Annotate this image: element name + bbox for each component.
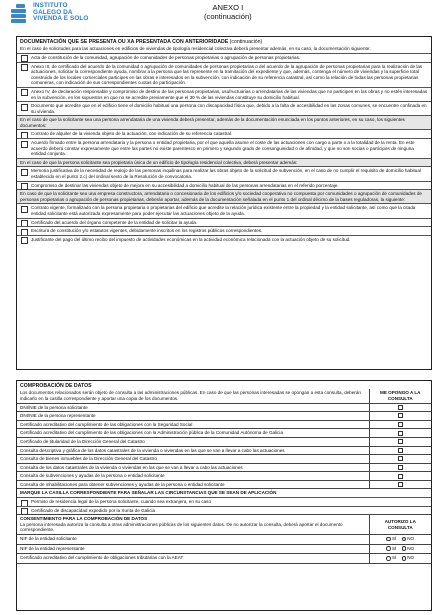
circumstance-checkbox-item[interactable]: Permiso de residencia legal de la persona solicitante, cuando sea extranjera, en su caso [17, 497, 431, 506]
documentation-section [16, 36, 432, 370]
radio-yes-icon[interactable] [386, 537, 391, 542]
no-label: NO [407, 555, 415, 561]
table-row [17, 437, 431, 446]
oppose-checkbox[interactable] [398, 413, 403, 418]
radio-yes-icon[interactable] [386, 546, 391, 551]
annex-subtitle: (continuación) [204, 12, 252, 22]
oppose-checkbox[interactable] [398, 474, 403, 479]
oppose-column-header: ME OPONGO A LA CONSULTA [369, 389, 431, 403]
consent-row-label: NIF de la entidad representante [17, 544, 369, 554]
consent-header [17, 515, 369, 535]
consult-row-label: DNI/NIE de la persona solicitante [17, 403, 369, 412]
doc-checkbox-item[interactable]: Memoria justificativa de la necesidad de realojo de las personas inquilinas para realizar las obras objeto de la solicitud de subvención, en el caso de no cumplir el requisito de domicilio habitual establecido en el punto 2.c) del ordinal sexto de la Resolución de convocatoria. [17, 166, 431, 180]
table-row [17, 463, 431, 472]
oppose-checkbox[interactable] [398, 405, 403, 410]
no-label: NO [407, 536, 415, 542]
annex-title: ANEXO I [212, 3, 244, 12]
consult-row-label: Consulta de los datos catastrales de la vivienda o viviendas en las que se van a llevar a cabo las actuaciones [17, 463, 369, 472]
doc-checkbox-item[interactable]: Documento que acredite que en el edificio tiene el domicilio habitual una persona con discapacidad física que, debido a la falta de accesibilidad en las zonas comunes, se encuentre confinada en su vivienda. [17, 101, 431, 115]
annex-heading [204, 3, 252, 21]
consent-no-option[interactable] [402, 536, 414, 542]
consult-row-label: Certificado acreditativo del cumplimiento de las obligaciones con la Administración pública de la Comunidad Autónoma de Galicia [17, 429, 369, 438]
consent-no-option[interactable] [402, 555, 414, 561]
consult-row-label: Consulta de subvenciones y ayudas de la persona o entidad solicitante [17, 472, 369, 481]
table-row [17, 535, 431, 545]
circumstance-checkbox-item[interactable]: Certificado de discapacidad expedido por la Xunta de Galicia [17, 506, 431, 515]
page-header [8, 3, 432, 31]
consent-no-option[interactable] [402, 546, 414, 552]
table-row [17, 480, 431, 489]
data-check-section [16, 380, 432, 611]
table-row [17, 403, 431, 412]
consent-yes-option[interactable] [386, 536, 396, 542]
mark-circumstances-title: MARQUE LA CASILLA CORRESPONDIENTE PARA SEÑALAR LAS CIRCUNSTANCIAS QUE SE SEAN DE APLICACIÓN [20, 490, 277, 496]
doc-checkbox-item[interactable]: Acta de constitución de la comunidad, agrupación de comunidades de personas propietarias o agrupación de personas propietarias. [17, 53, 431, 62]
oppose-checkbox[interactable] [398, 431, 403, 436]
oppose-checkbox[interactable] [398, 456, 403, 461]
doc-checkbox-item[interactable]: Contrato vigente, formalizado con la persona propietaria o propietarias del edificio que acredite la relación jurídica existente entre la propiedad y la entidad solicitante, así como que la citada entidad solicitante está autorizada expresamente para poder ejecutar las actuaciones objeto de la ayuda. [17, 203, 431, 217]
yes-label: SÍ [391, 545, 397, 551]
no-label: NO [407, 545, 415, 551]
documentation-title [17, 37, 431, 45]
doc-checkbox-item[interactable]: Justificante del pago del último recibo del impuesto de actividades económicas en la actividad económica relacionada con la actuación objeto de su solicitud. [17, 235, 431, 244]
data-check-title: COMPROBACIÓN DE DATOS [20, 383, 92, 389]
table-row [17, 389, 431, 403]
intro-company: En caso de que la solicitante sea una empresa constructora, arrendataria o concesionaria de los edificios y/o sociedad cooperativa no compuesta por comunidades o agrupación de comunidades de personas propietarias o agrupación de personas propietarias, deberán aportar, además de la documentación señalada en el punto 1 del ordinal décimo de la bases reguladoras, la siguiente: [17, 189, 431, 203]
oppose-checkbox[interactable] [398, 439, 403, 444]
documentation-title-text: DOCUMENTACIÓN QUE SE PRESENTA OU XA PRESENTADA CON ANTERIORIDADE [20, 39, 229, 45]
radio-no-icon[interactable] [402, 546, 407, 551]
igvs-logo [8, 3, 89, 27]
doc-checkbox-item[interactable]: Certificado del acuerdo del órgano competente de la entidad de solicitar la ayuda. [17, 218, 431, 227]
doc-checkbox-item[interactable]: Compromiso de destinar las viviendas objeto de mejora en su accesibilidad a domicilio habitual de las personas arrendatarias en el referido porcentaje. [17, 181, 431, 190]
authorize-column-header: AUTORIZO LA CONSULTA [369, 515, 431, 535]
doc-checkbox-item[interactable]: Escritura de constitución y/o estatutos vigentes, debidamente inscritos en los registros públicos correspondientes. [17, 226, 431, 235]
oppose-checkbox[interactable] [398, 465, 403, 470]
table-row [17, 420, 431, 429]
consent-row-label: Certificado acreditativo del cumplimiento de obligaciones tributarias con la AEAT [17, 554, 369, 564]
doc-checkbox-item[interactable]: Acuerdo firmado entre la persona arrendataria y la persona o entidad propietaria, por el que aquella asume el coste de las actuaciones con cargo a parte o a la totalidad de la renta. En este acuerdo deberá constar expresamente que entre las partes no existe parentesco en primero y segundo grado de consanguinidad o de afinidad, y que no son socias o partícipes de ninguna entidad conjunta. [17, 138, 431, 158]
table-row [17, 455, 431, 464]
table-row [17, 429, 431, 438]
consult-row-label: Certificado acreditativo del cumplimiento de las obligaciones con la Seguridad Social [17, 420, 369, 429]
doc-checkbox-item[interactable]: Anexo III, de certificado del acuerdo de la comunidad o agrupación de comunidades de personas propietarias o del acuerdo de la agrupación de personas propietarias para la realización de las actuaciones, solicitar la correspondiente ayuda, nombrar a la persona que las represente en la tramitación del expediente y que, además, contenga el número de viviendas y la superficie total construida de los locales comerciales participes en las obras e interesados en la subvención, con indicación de su referencia catastral, así como la relación de todas las personas propietarias comuneras, con indicación de sus correspondientes cuotas de participación. [17, 62, 431, 87]
consult-row-label: Consulta de bienes inmuebles de la Dirección General del Catastro [17, 455, 369, 464]
yes-label: SÍ [391, 555, 397, 561]
radio-yes-icon[interactable] [386, 556, 391, 561]
intro-collective: En el caso de solicitudes para las actuaciones en edificios de viviendas de tipología residencial colectiva deberá presentar además, en su caso, la documentación siguiente: [20, 46, 371, 52]
table-row [17, 412, 431, 421]
oppose-checkbox[interactable] [398, 448, 403, 453]
consult-intro: Los documentos relacionados serán objeto de consulta a las administraciones públicas. En caso de que las personas interesadas se opongan a esta consulta, deberán indicarlo en la casilla correspondiente y aportar una copia de los documentos. [17, 389, 369, 403]
logo-line: VIVENDA E SOLO [33, 15, 89, 23]
doc-checkbox-item[interactable]: Anexo IV, de declaración responsable y compromiso de destino de las personas propietarias, usufructuarias o arrendatarias de las viviendas que no participen en las obras y no estén interesadas en la subvención, en los supuestos en que no se acredite previamente que el 30 % de las viviendas constituye su domicilio habitual. [17, 87, 431, 101]
doc-checkbox-item[interactable]: Contrato de alquiler de la vivienda objeto de la actuación, con indicación de su referencia catastral. [17, 129, 431, 138]
logo-mark-icon [8, 3, 30, 27]
consult-row-label: Consulta descriptiva y gráfica de los datos catastrales de la vivienda o viviendas en las que se van a llevar a cabo las actuaciones [17, 446, 369, 455]
logo-text [33, 3, 89, 23]
radio-no-icon[interactable] [402, 537, 407, 542]
radio-no-icon[interactable] [402, 556, 407, 561]
oppose-checkbox[interactable] [398, 482, 403, 487]
documentation-title-suffix: (continuación) [229, 39, 263, 45]
consult-row-label: DNI/NIE de la persona representante [17, 412, 369, 421]
table-row [17, 472, 431, 481]
consent-yes-option[interactable] [386, 555, 396, 561]
consent-row-label: NIF de la entidad solicitante [17, 535, 369, 545]
consent-table [17, 514, 431, 564]
consult-table [17, 389, 431, 489]
table-row [17, 554, 431, 564]
table-row [17, 446, 431, 455]
logo-line: INSTITUTO [33, 2, 68, 9]
oppose-checkbox[interactable] [398, 422, 403, 427]
logo-line: GALEGO DA [33, 8, 73, 16]
consult-row-label: Certificado de titularidad de la Dirección General del Catastro [17, 437, 369, 446]
yes-label: SÍ [391, 536, 397, 542]
consult-row-label: Consulta de inhabilitaciones para obtener subvenciones y ayudas de la persona o entidad solicitante [17, 480, 369, 489]
consent-text: La persona interesada autoriza la consulta a otras administraciones públicas de los siguientes datos. De no autorizar la consulta, deberá aportar el documento correspondiente. [20, 521, 343, 533]
table-row [17, 515, 431, 535]
table-row [17, 544, 431, 554]
intro-sole-owner: En el caso de que la persona solicitante sea propietaria única de un edificio de tipología residencial colectiva, deberá presentar además: [17, 158, 431, 167]
consent-title: CONSENTIMIENTO PARA LA COMPROBACIÓN DE DATOS [20, 516, 148, 522]
intro-tenant: En el caso de que la solicitante sea una persona arrendataria de una vivienda deberá presentar, además de la documentación enunciada en los puntos anteriores, en su caso, los siguientes documentos: [17, 115, 431, 129]
consent-yes-option[interactable] [386, 546, 396, 552]
